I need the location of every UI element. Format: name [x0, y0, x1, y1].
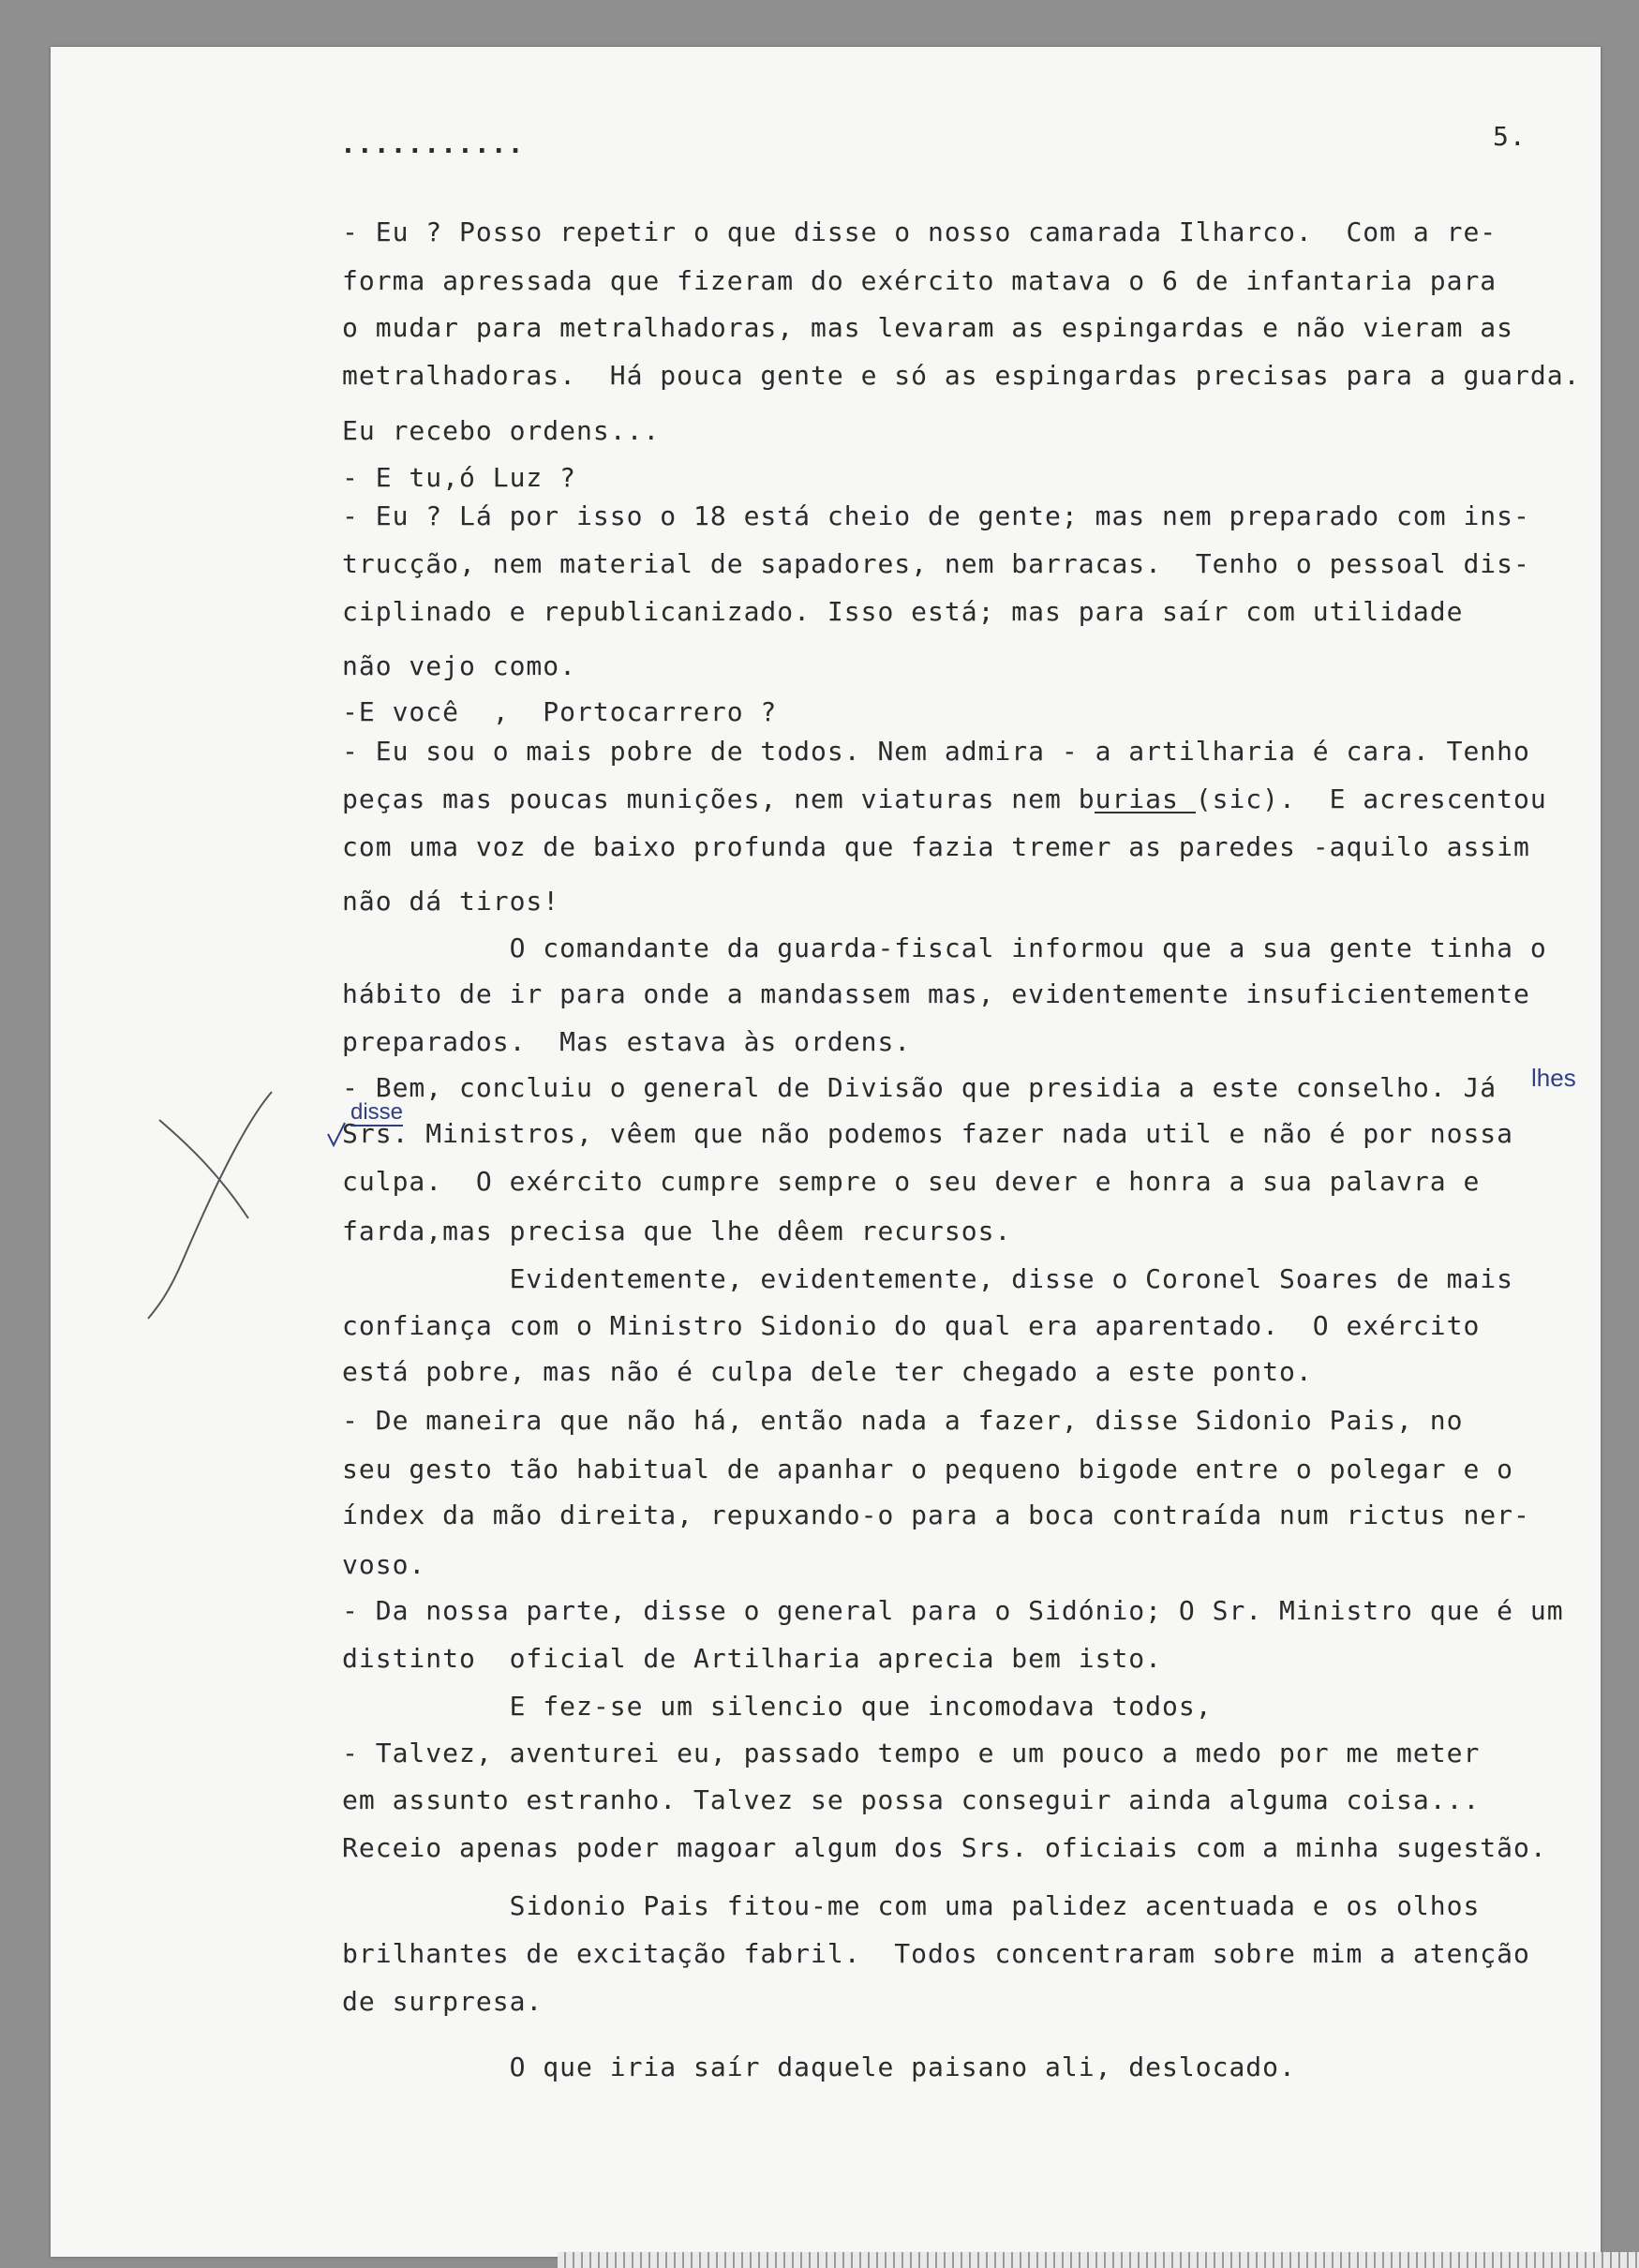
pencil-cross-mark-icon	[141, 1082, 276, 1321]
text-line: - Eu ? Lá por isso o 18 está cheio de gente; mas nem preparado com ins-	[342, 500, 1530, 531]
text-line: preparados. Mas estava às ordens.	[342, 1026, 912, 1057]
text-line: E fez-se um silencio que incomodava todos,	[342, 1691, 1213, 1722]
insertion-note-disse: disse	[350, 1099, 404, 1125]
text-line: O comandante da guarda-fiscal informou que a sua gente tinha o	[342, 933, 1547, 963]
text-line: O que iria saír daquele paisano ali, deslocado.	[342, 2052, 1296, 2082]
text-line: trucção, nem material de sapadores, nem barracas. Tenho o pessoal dis-	[342, 548, 1530, 579]
text-line: de surpresa.	[342, 1986, 544, 2017]
header-dots: ...........	[340, 128, 525, 159]
text-line: forma apressada que fizeram do exército matava o 6 de infantaria para	[342, 265, 1497, 296]
text-line: - Talvez, aventurei eu, passado tempo e um pouco a medo por me meter	[342, 1738, 1481, 1768]
text-line: peças mas poucas munições, nem viaturas nem burias (sic). E acrescentou	[342, 783, 1547, 814]
text-line: seu gesto tão habitual de apanhar o pequeno bigode entre o polegar e o	[342, 1454, 1514, 1485]
text-line: ciplinado e republicanizado. Isso está; mas para saír com utilidade	[342, 596, 1464, 627]
text-line: índex da mão direita, repuxando-o para a boca contraída num rictus ner-	[342, 1500, 1530, 1530]
text-line: - Da nossa parte, disse o general para o Sidónio; O Sr. Ministro que é um	[342, 1595, 1564, 1626]
text-line: metralhadoras. Há pouca gente e só as espingardas precisas para a guarda.	[342, 360, 1581, 391]
scan-ruler-strip	[558, 2252, 1639, 2268]
text-line: - Bem, concluiu o general de Divisão que presidia a este conselho. Já	[342, 1072, 1497, 1103]
text-line: Sidonio Pais fitou-me com uma palidez acentuada e os olhos	[342, 1890, 1481, 1921]
text-line: Srs. Ministros, vêem que não podemos fazer nada util e não é por nossa	[342, 1118, 1514, 1149]
text-line: - E tu,ó Luz ?	[342, 462, 577, 493]
text-line: Eu recebo ordens...	[342, 415, 661, 446]
text-line: culpa. O exército cumpre sempre o seu dever e honra a sua palavra e	[342, 1166, 1481, 1197]
text-line: não vejo como.	[342, 650, 577, 681]
text-line: o mudar para metralhadoras, mas levaram as espingardas e não vieram as	[342, 312, 1514, 343]
underline-burias	[1095, 808, 1198, 817]
text-line: Receio apenas poder magoar algum dos Srs. oficiais com a minha sugestão.	[342, 1832, 1547, 1863]
text-line: distinto oficial de Artilharia aprecia bem isto.	[342, 1643, 1163, 1674]
text-line: - De maneira que não há, então nada a fazer, disse Sidonio Pais, no	[342, 1405, 1464, 1436]
text-line: -E você , Portocarrero ?	[342, 696, 778, 727]
text-line: hábito de ir para onde a mandassem mas, evidentemente insuficientemente	[342, 978, 1530, 1009]
text-line: brilhantes de excitação fabril. Todos concentraram sobre mim a atenção	[342, 1938, 1530, 1969]
text-line: com uma voz de baixo profunda que fazia tremer as paredes -aquilo assim	[342, 831, 1530, 862]
margin-note-lhes: lhes	[1531, 1064, 1576, 1092]
text-line: farda,mas precisa que lhe dêem recursos.	[342, 1216, 1012, 1246]
insertion-caret-icon	[326, 1121, 349, 1149]
text-line: - Eu ? Posso repetir o que disse o nosso camarada Ilharco. Com a re-	[342, 216, 1497, 247]
text-line: voso.	[342, 1549, 426, 1580]
text-line: está pobre, mas não é culpa dele ter chegado a este ponto.	[342, 1356, 1313, 1387]
text-line: em assunto estranho. Talvez se possa conseguir ainda alguma coisa...	[342, 1784, 1481, 1815]
text-line: Evidentemente, evidentemente, disse o Coronel Soares de mais	[342, 1263, 1514, 1294]
text-line: não dá tiros!	[342, 886, 560, 917]
text-line: confiança com o Ministro Sidonio do qual era aparentado. O exército	[342, 1310, 1481, 1341]
text-line: - Eu sou o mais pobre de todos. Nem admira - a artilharia é cara. Tenho	[342, 736, 1530, 767]
page-number: 5.	[1493, 121, 1527, 152]
